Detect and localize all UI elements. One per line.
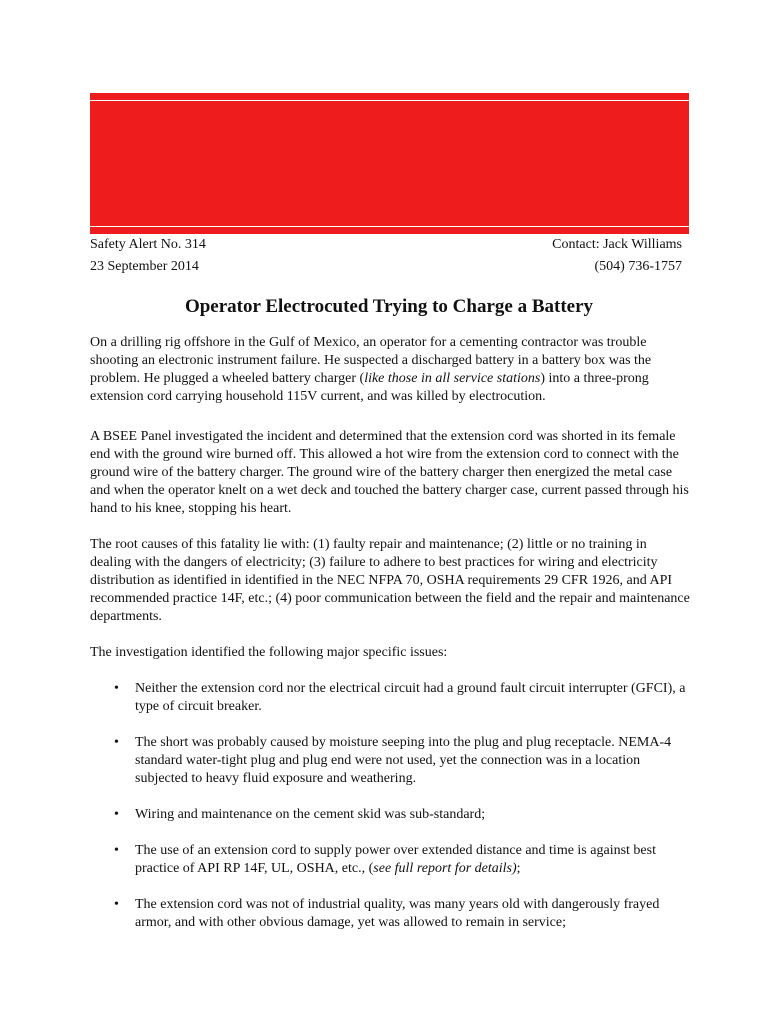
list-item: • Neither the extension cord nor the electrical circuit had a ground fault circuit interrupter (GFCI), a type of circuit breaker. bbox=[114, 681, 686, 714]
list-item: • The short was probably caused by moisture seeping into the plug and plug receptacle. NEMA-4 standard water-tight plug and plug end were not used, yet the connection was in a location subjected to heavy fluid exposure and weathering. bbox=[114, 735, 672, 786]
bullet-icon: • bbox=[114, 735, 119, 750]
meta-row-1 bbox=[90, 236, 682, 254]
alert-number: Safety Alert No. 314 bbox=[90, 237, 206, 252]
issues-list bbox=[90, 680, 690, 932]
document-body bbox=[90, 334, 690, 950]
bullet-icon: • bbox=[114, 807, 119, 822]
alert-date: 23 September 2014 bbox=[90, 259, 199, 274]
bullet-icon: • bbox=[114, 681, 119, 696]
banner-bottom-rule bbox=[90, 226, 689, 227]
list-item: • The extension cord was not of industrial quality, was many years old with dangerously frayed armor, and with other obvious damage, yet was allowed to remain in service; bbox=[114, 897, 660, 930]
paragraph-investigation: A BSEE Panel investigated the incident and determined that the extension cord was shorted in its female end with the ground wire burned off. This allowed a hot wire from the extension cord to connect with the ground wire of the battery charger. The ground wire of the battery charger then energized the metal case and when the operator knelt on a wet deck and touched the battery charger case, current passed through his hand to his knee, stopping his heart. bbox=[90, 429, 689, 516]
banner-top-rule bbox=[90, 100, 689, 101]
contact-name: Contact: Jack Williams bbox=[552, 237, 682, 252]
list-item: • The use of an extension cord to supply power over extended distance and time is against best practice of API RP 14F, UL, OSHA, etc., (see full report for details); bbox=[114, 843, 656, 876]
header-banner bbox=[90, 93, 689, 234]
paragraph-root-causes: The root causes of this fatality lie with: (1) faulty repair and maintenance; (2) little or no training in dealing with the dangers of electricity; (3) failure to adhere to best practices for wiring and electricity distribution as identified in identified in the NEC NFPA 70, OSHA requirements 29 CFR 1926, and API recommended practice 14F, etc.; (4) poor communication between the field and the repair and maintenance departments. bbox=[90, 537, 690, 624]
bullet-icon: • bbox=[114, 843, 119, 858]
bullet-icon: • bbox=[114, 897, 119, 912]
paragraph-incident: On a drilling rig offshore in the Gulf of Mexico, an operator for a cementing contractor was trouble shooting an electronic instrument failure. He suspected a discharged battery in a battery box was the problem. He plugged a wheeled battery charger (like those in all service stations) into a three-prong extension cord carrying household 115V current, and was killed by electrocution. bbox=[90, 335, 652, 404]
meta-row-2 bbox=[90, 258, 682, 276]
page-title: Operator Electrocuted Trying to Charge a Battery bbox=[184, 296, 594, 317]
paragraph-issues-intro: The investigation identified the following major specific issues: bbox=[90, 645, 448, 660]
contact-phone: (504) 736-1757 bbox=[594, 259, 682, 274]
list-item: • Wiring and maintenance on the cement skid was sub-standard; bbox=[114, 807, 486, 822]
